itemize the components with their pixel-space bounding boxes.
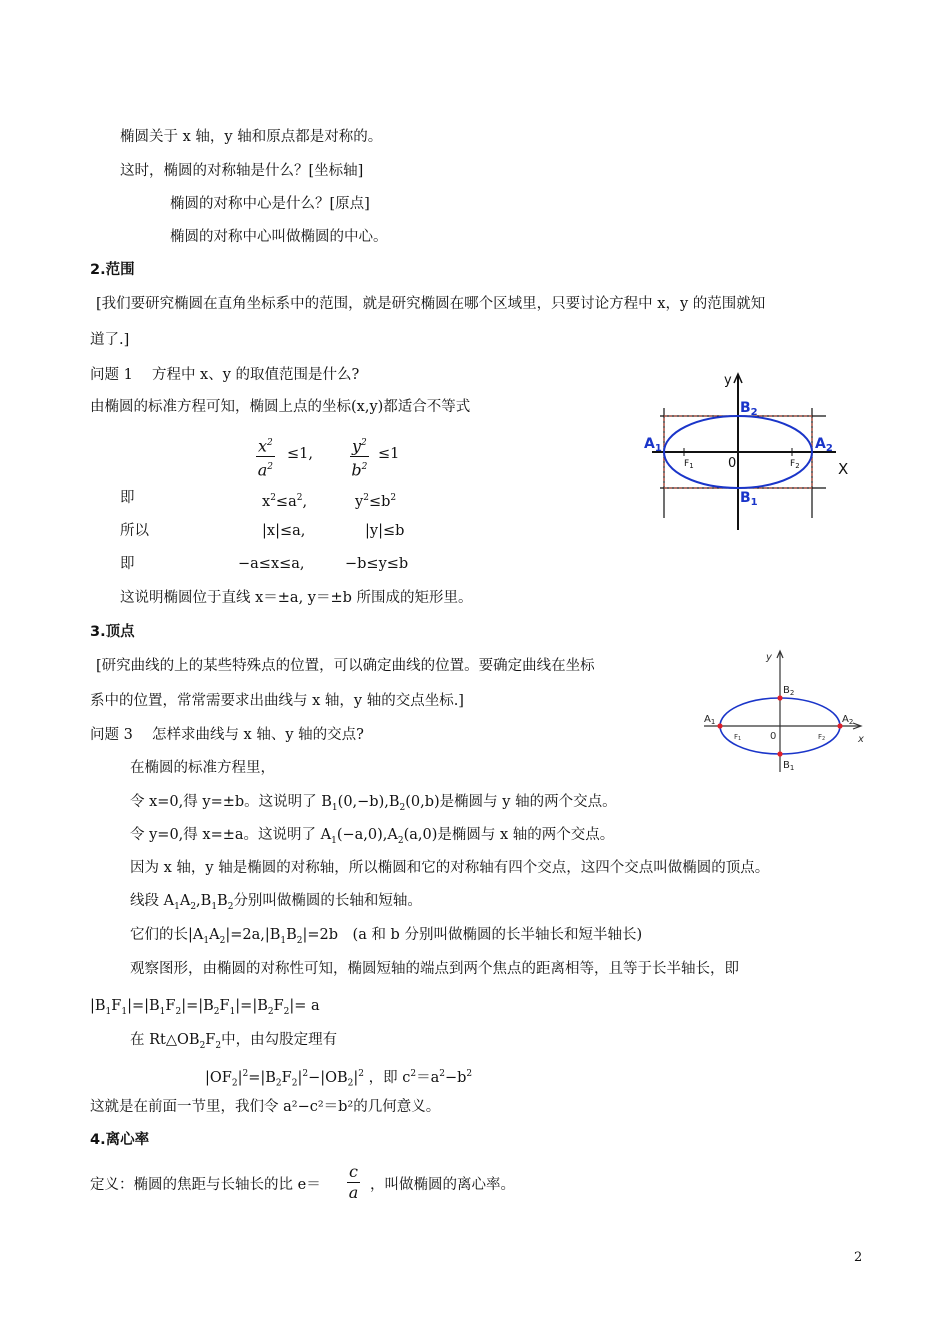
- text-line: 所以: [120, 523, 149, 539]
- text-line: 令 y=0,得 x=±a。这说明了 $A_1(-a,0),A_2(a,0)$是椭圆与 x 轴的两个交点。: [130, 827, 615, 846]
- text-line: 即: [120, 556, 135, 572]
- vertex-a2-label: $A_2$: [815, 436, 833, 454]
- ellipse-vertices-figure: [700, 646, 870, 774]
- math-line: −b≤y≤b: [345, 556, 409, 572]
- fraction-y2-b2: $\frac{y^2}{b^2}$: [350, 433, 369, 481]
- vertex-a1-label: $A_1$: [704, 714, 716, 726]
- origin-label: 0: [728, 456, 737, 471]
- text-line: 椭圆的对称中心叫做椭圆的中心。: [170, 229, 388, 245]
- math-line: |x|≤a,: [262, 523, 306, 539]
- x-axis-label: X: [838, 460, 849, 478]
- vertex-b1-point: [777, 751, 782, 756]
- text-line: 观察图形，由椭圆的对称性可知，椭圆短轴的端点到两个焦点的距离相等，且等于长半轴长，即: [130, 961, 739, 977]
- focus-f2-label: F2: [818, 733, 826, 742]
- math-line: $|B_1F_1|=|B_1F_2|=|B_2F_1|=|B_2F_2|= a$: [90, 998, 320, 1017]
- section-heading: 3.顶点: [90, 624, 135, 640]
- text-line: 它们的长$|A_1A_2|=2a,|B_1B_2|=2b$ (a 和 b 分别叫做椭圆的长半轴长和短半轴长): [130, 927, 643, 946]
- math-line: $y^2\le b^2$: [355, 493, 397, 510]
- origin-label: 0: [770, 731, 777, 742]
- vertex-b1-label: $B_1$: [740, 490, 758, 508]
- text-line: 道了.]: [90, 332, 130, 348]
- inequality: ≤1: [378, 446, 400, 462]
- math-line: |y|≤b: [365, 523, 405, 539]
- math-line: $x^2\le a^2$,: [262, 493, 308, 510]
- text-line: 定义：椭圆的焦距与长轴长的比 e＝: [90, 1177, 321, 1193]
- focus-f2-label: $F_2$: [790, 459, 800, 470]
- text-line: 在椭圆的标准方程里，: [130, 760, 275, 776]
- section-heading: 2.范围: [90, 262, 135, 278]
- y-axis-label: y: [724, 373, 732, 388]
- page-number: 2: [854, 1250, 863, 1265]
- text-line: [研究曲线的上的某些特殊点的位置，可以确定曲线的位置。要确定曲线在坐标: [96, 658, 595, 674]
- text-line: ，叫做椭圆的离心率。: [370, 1177, 515, 1193]
- vertex-b1-label: $B_1$: [783, 760, 795, 772]
- fraction-x2-a2: $\frac{x^2}{a^2}$: [256, 433, 275, 481]
- text-line: 即: [120, 490, 135, 506]
- text-line: 令 x=0,得 y=±b。这说明了 $B_1(0,-b),B_2(0,b)$是椭圆与 y 轴的两个交点。: [130, 794, 617, 813]
- vertex-b2-label: $B_2$: [783, 685, 795, 697]
- text-line: 由椭圆的标准方程可知，椭圆上点的坐标(x,y)都适合不等式: [90, 399, 471, 415]
- ellipse-rectangle-figure: [640, 368, 860, 530]
- vertex-b2-point: [777, 695, 782, 700]
- text-line: 这就是在前面一节里，我们令 a²−c²＝b²的几何意义。: [90, 1099, 441, 1115]
- text-line: 在 $Rt\triangle OB_2F_2$中，由勾股定理有: [130, 1032, 338, 1051]
- text-line: 线段 $A_1A_2,B_1B_2$分别叫做椭圆的长轴和短轴。: [130, 893, 422, 912]
- fraction-c-a: $\frac{c}{a}$: [348, 1162, 359, 1202]
- math-line: −a≤x≤a,: [238, 556, 305, 572]
- section-heading: 4.离心率: [90, 1132, 150, 1148]
- vertex-a1-point: [717, 723, 722, 728]
- vertex-b2-label: $B_2$: [740, 400, 758, 418]
- text-line: [我们要研究椭圆在直角坐标系中的范围，就是研究椭圆在哪个区域里，只要讨论方程中 x，y 的范围就知: [96, 296, 766, 312]
- x-axis-label: x: [858, 734, 864, 745]
- vertex-a1-label: $A_1$: [644, 436, 662, 454]
- math-line: $|OF_2|^2=|B_2F_2|^2-|OB_2|^2$ ，即 $c^2=a^2-b^2$: [205, 1069, 473, 1089]
- text-line: 问题 3 怎样求曲线与 x 轴、y 轴的交点?: [90, 727, 364, 743]
- text-line: 问题 1 方程中 x、y 的取值范围是什么?: [90, 367, 360, 383]
- y-axis-label: y: [766, 652, 772, 663]
- focus-f1-label: $F_1$: [684, 459, 694, 470]
- inequality: ≤1,: [287, 446, 313, 462]
- text-line: 这时，椭圆的对称轴是什么？[坐标轴]: [120, 163, 364, 179]
- text-line: 椭圆的对称中心是什么？[原点]: [170, 196, 370, 212]
- text-line: 椭圆关于 x 轴，y 轴和原点都是对称的。: [120, 129, 383, 145]
- vertex-a2-label: $A_2$: [842, 714, 854, 726]
- text-line: 系中的位置，常常需要求出曲线与 x 轴，y 轴的交点坐标.]: [90, 693, 464, 709]
- focus-f1-label: F1: [734, 733, 742, 742]
- text-line: 因为 x 轴，y 轴是椭圆的对称轴，所以椭圆和它的对称轴有四个交点，这四个交点叫做椭圆的顶点。: [130, 860, 770, 876]
- text-line: 这说明椭圆位于直线 x＝±a, y＝±b 所围成的矩形里。: [120, 590, 473, 606]
